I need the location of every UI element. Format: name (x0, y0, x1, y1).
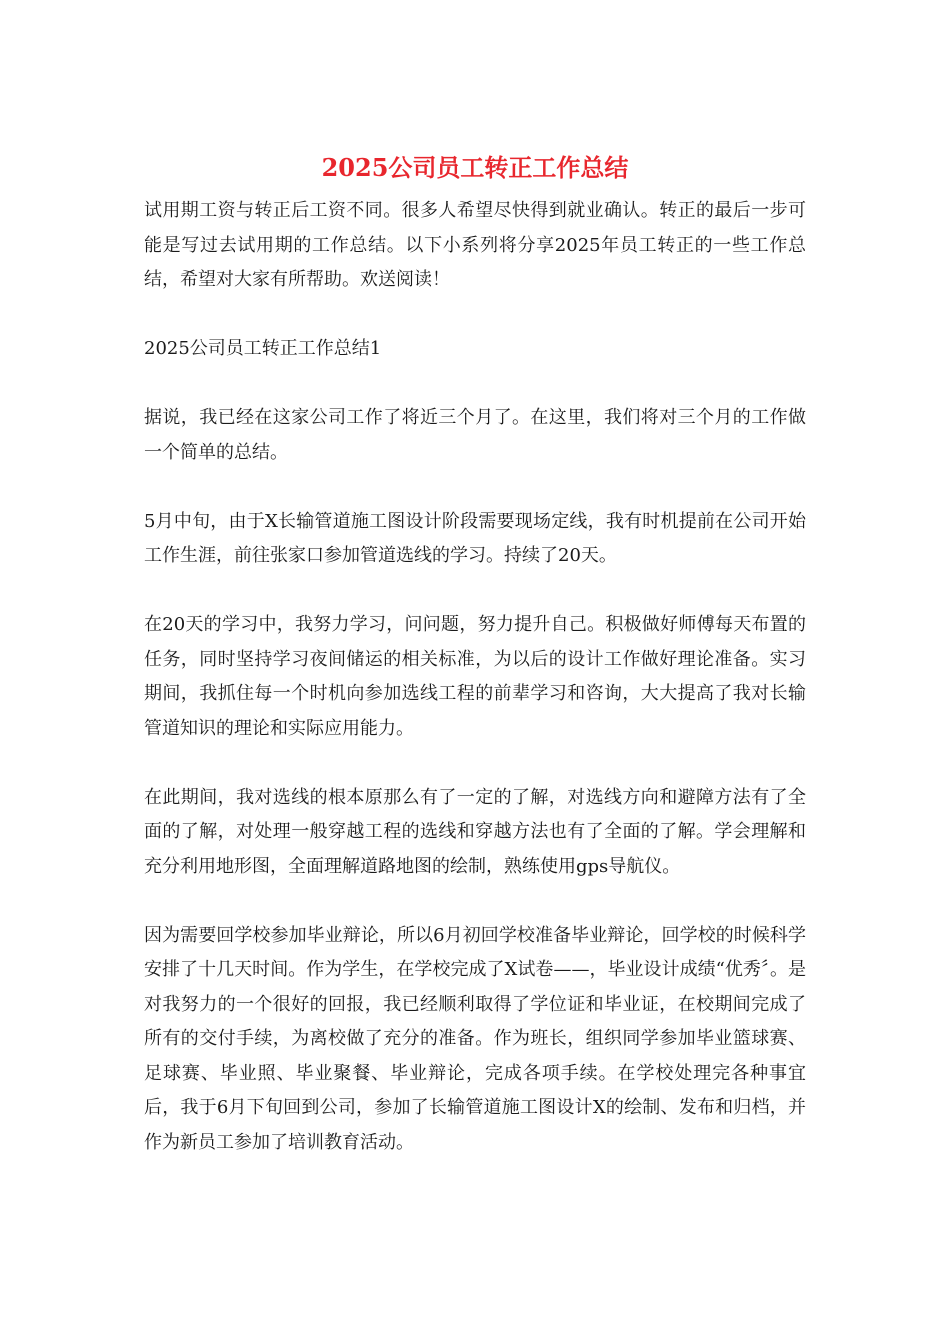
body-paragraph: 据说，我已经在这家公司工作了将近三个月了。在这里，我们将对三个月的工作做一个简单的总结。 (144, 407, 806, 463)
body-paragraph: 在此期间，我对选线的根本原那么有了一定的了解，对选线方向和避障方法有了全面的了解，对处理一般穿越工程的选线和穿越方法也有了全面的了解。学会理解和充分利用地形图，全面理解道路地图的绘制，熟练使用gps导航仪。 (144, 786, 806, 877)
body-paragraph: 因为需要回学校参加毕业辩论，所以6月初回学校准备毕业辩论，回学校的时候科学安排了十几天时间。作为学生，在学校完成了X试卷——，毕业设计成绩“优秀〞。是对我努力的一个很好的回报，我已经顺利取得了学位证和毕业证，在校期间完成了所有的交付手续，为离校做了充分的准备。作为班长，组织同学参加毕业篮球赛、足球赛、毕业照、毕业聚餐、毕业辩论，完成各项手续。在学校处理完各种事宜后，我于6月下旬回到公司，参加了长输管道施工图设计X的绘制、发布和归档，并作为新员工参加了培训教育活动。 (144, 924, 806, 1153)
intro-paragraph: 试用期工资与转正后工资不同。很多人希望尽快得到就业确认。转正的最后一步可能是写过去试用期的工作总结。以下小系列将分享2025年员工转正的一些工作总结，希望对大家有所帮助。欢送阅读！ (144, 200, 806, 290)
document-title: 2025公司员工转正工作总结 (321, 153, 629, 182)
document-body (144, 194, 806, 1160)
section-heading: 2025公司员工转正工作总结1 (144, 338, 382, 359)
body-paragraph: 在20天的学习中，我努力学习，问问题，努力提升自己。积极做好师傅每天布置的任务，同时坚持学习夜间储运的相关标准，为以后的设计工作做好理论准备。实习期间，我抓住每一个时机向参加选线工程的前辈学习和咨询，大大提高了我对长输管道知识的理论和实际应用能力。 (144, 614, 806, 739)
body-paragraph: 5月中旬，由于X长输管道施工图设计阶段需要现场定线，我有时机提前在公司开始工作生涯，前往张家口参加管道选线的学习。持续了20天。 (144, 510, 806, 566)
